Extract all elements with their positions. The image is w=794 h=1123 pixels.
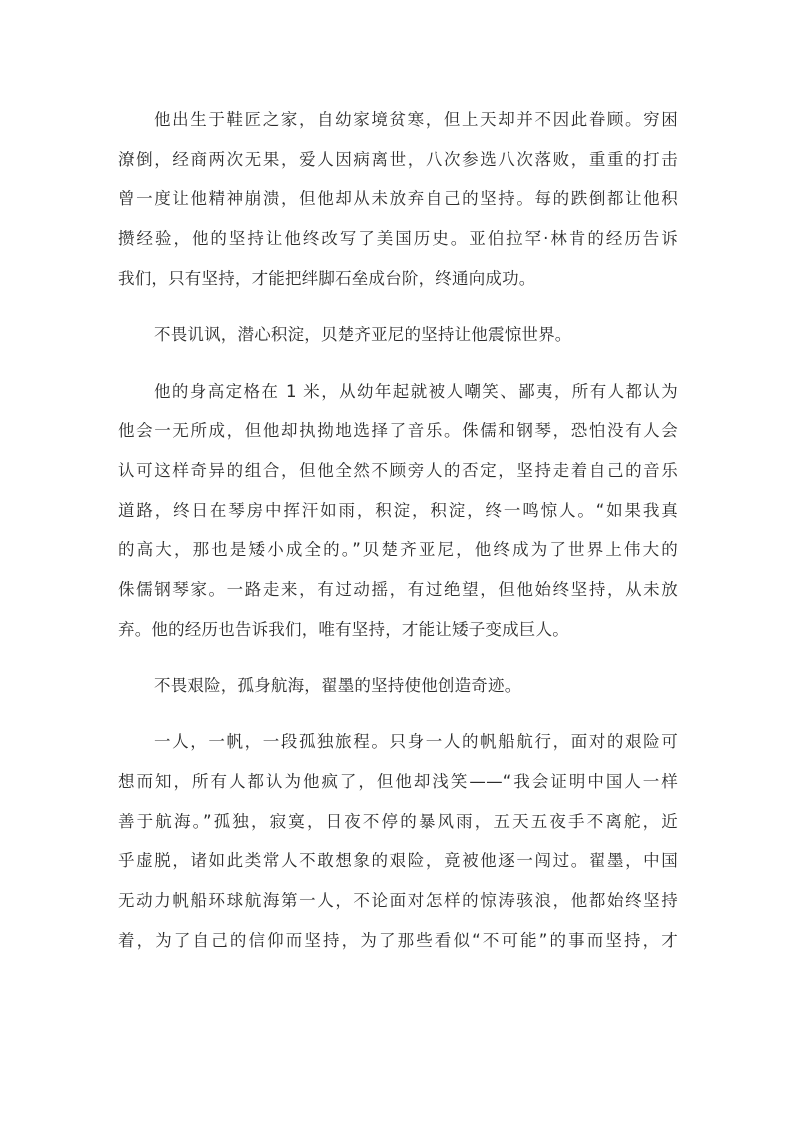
- text-line: 不畏艰险，孤身航海，翟墨的坚持使他创造奇迹。: [154, 676, 522, 695]
- text-line: 着，为了自己的信仰而坚持，为了那些看似“不可能”的事而坚持，才: [118, 930, 678, 950]
- text-line: 潦倒，经商两次无果，爱人因病离世，八次参选八次落败，重重的打击: [118, 149, 678, 169]
- paragraph-heading-zhaimo: [118, 666, 678, 706]
- paragraph-zhaimo: [118, 722, 678, 960]
- text-line: 善于航海。”孤独，寂寞，日夜不停的暴风雨，五天五夜手不离舵，近: [118, 811, 678, 831]
- text-line: 的高大，那也是矮小成全的。”贝楚齐亚尼，他终成为了世界上伟大的: [118, 540, 678, 560]
- text-line: 他出生于鞋匠之家，自幼家境贫寒，但上天却并不因此眷顾。穷困: [154, 110, 678, 129]
- text-line: 弃。他的经历也告诉我们，唯有坚持，才能让矮子变成巨人。: [118, 619, 569, 639]
- text-line: 我们，只有坚持，才能把绊脚石垒成台阶，终通向成功。: [118, 268, 536, 288]
- paragraph-heading-petrucciani: [118, 315, 678, 355]
- text-line: 他的身高定格在 1 米，从幼年起就被人嘲笑、鄙夷，所有人都认为: [154, 381, 678, 401]
- text-line: 乎虚脱，诸如此类常人不敢想象的艰险，竟被他逐一闯过。翟墨，中国: [118, 851, 678, 871]
- text-line: 侏儒钢琴家。一路走来，有过动摇，有过绝望，但他始终坚持，从未放: [118, 579, 678, 599]
- text-line: 想而知，所有人都认为他疯了，但他却浅笑——“我会证明中国人一样: [118, 772, 678, 792]
- text-line: 无动力帆船环球航海第一人，不论面对怎样的惊涛骇浪，他都始终坚持: [118, 891, 678, 911]
- text-line: 不畏讥讽，潜心积淀，贝楚齐亚尼的坚持让他震惊世界。: [154, 325, 572, 345]
- text-line: 曾一度让他精神崩溃，但他却从未放弃自己的坚持。每的跌倒都让他积: [118, 189, 678, 209]
- paragraph-petrucciani: [118, 372, 678, 650]
- text-line: 道路，终日在琴房中挥汗如雨，积淀，积淀，终一鸣惊人。“如果我真: [118, 500, 678, 520]
- text-line: 他会一无所成，但他却执拗地选择了音乐。侏儒和钢琴，恐怕没有人会: [118, 421, 678, 441]
- paragraph-lincoln: [118, 100, 678, 298]
- essay-body: [118, 100, 678, 977]
- text-line: 认可这样奇异的组合，但他全然不顾旁人的否定，坚持走着自己的音乐: [118, 460, 678, 480]
- text-line: 一人，一帆，一段孤独旅程。只身一人的帆船航行，面对的艰险可: [154, 732, 678, 752]
- text-line: 攒经验，他的坚持让他终改写了美国历史。亚伯拉罕·林肯的经历告诉: [118, 229, 678, 249]
